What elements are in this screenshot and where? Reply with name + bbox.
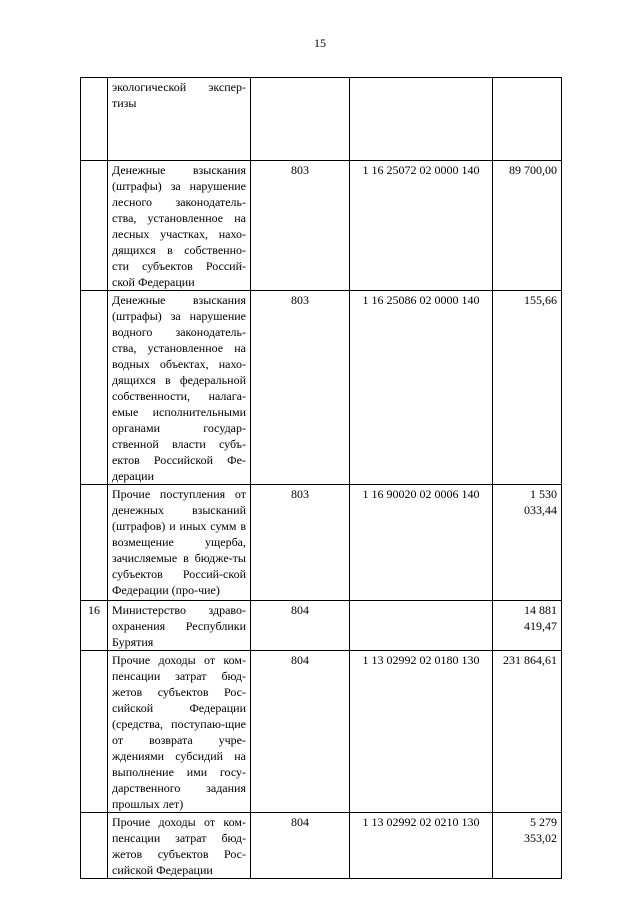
table-row: [81, 651, 562, 813]
budget-code-cell: 1 13 02992 02 0210 130: [350, 813, 493, 879]
revenue-name-cell: Министерство здраво-охранения Республики Бурятия: [108, 601, 251, 651]
amount-cell: 1 530 033,44: [493, 485, 562, 601]
page-number: 15: [314, 36, 326, 50]
amount-cell: 231 864,61: [493, 651, 562, 813]
revenue-name-cell: Денежные взыскания (штрафы) за нарушение лесного законодатель-ства, установленное на лесных участках, нахо-дящихся в собственно-сти субъектов Россий-ской Федерации: [108, 161, 251, 291]
amount-cell: 5 279 353,02: [493, 813, 562, 879]
admin-code-cell: 803: [251, 485, 350, 601]
table-row: [81, 485, 562, 601]
table-row: [81, 161, 562, 291]
table-row: [81, 78, 562, 161]
admin-code-cell: [251, 78, 350, 161]
revenue-name-cell: Денежные взыскания (штрафы) за нарушение водного законодатель-ства, установленное на водных объектах, нахо-дящихся в федеральной собственности, налага-емые исполнительными органами государ-ственной власти субъ-ектов Российской Фе-дерации: [108, 291, 251, 485]
budget-code-cell: 1 16 25086 02 0000 140: [350, 291, 493, 485]
row-number-cell: 16: [81, 601, 108, 651]
amount-cell: 89 700,00: [493, 161, 562, 291]
row-number-cell: [81, 813, 108, 879]
revenue-name-cell: Прочие доходы от ком-пенсации затрат бюд-жетов субъектов Рос-сийской Федерации: [108, 813, 251, 879]
row-number-cell: [81, 651, 108, 813]
row-number-cell: [81, 78, 108, 161]
admin-code-cell: 803: [251, 291, 350, 485]
table-row: [81, 601, 562, 651]
admin-code-cell: 804: [251, 813, 350, 879]
budget-code-cell: 1 16 90020 02 0006 140: [350, 485, 493, 601]
table-row: [81, 813, 562, 879]
budget-code-cell: 1 16 25072 02 0000 140: [350, 161, 493, 291]
revenue-name-cell: Прочие поступления от денежных взысканий (штрафов) и иных сумм в возмещение ущерба, зачисляемые в бюдже-ты субъектов Россий-ской Федерации (про-чие): [108, 485, 251, 601]
row-number-cell: [81, 161, 108, 291]
budget-code-cell: [350, 601, 493, 651]
admin-code-cell: 803: [251, 161, 350, 291]
budget-revenue-table: [80, 77, 562, 879]
revenue-name-cell: Прочие доходы от ком-пенсации затрат бюд-жетов субъектов Рос-сийской Федерации (средства, поступаю-щие от возврата учре-ждениями субсидий на выполнение ими госу-дарственного задания прошлых лет): [108, 651, 251, 813]
amount-cell: [493, 78, 562, 161]
revenue-name-cell: экологической экспер-тизы: [108, 78, 251, 161]
admin-code-cell: 804: [251, 601, 350, 651]
admin-code-cell: 804: [251, 651, 350, 813]
row-number-cell: [81, 291, 108, 485]
row-number-cell: [81, 485, 108, 601]
amount-cell: 155,66: [493, 291, 562, 485]
table-row: [81, 291, 562, 485]
amount-cell: 14 881 419,47: [493, 601, 562, 651]
budget-code-cell: 1 13 02992 02 0180 130: [350, 651, 493, 813]
budget-code-cell: [350, 78, 493, 161]
